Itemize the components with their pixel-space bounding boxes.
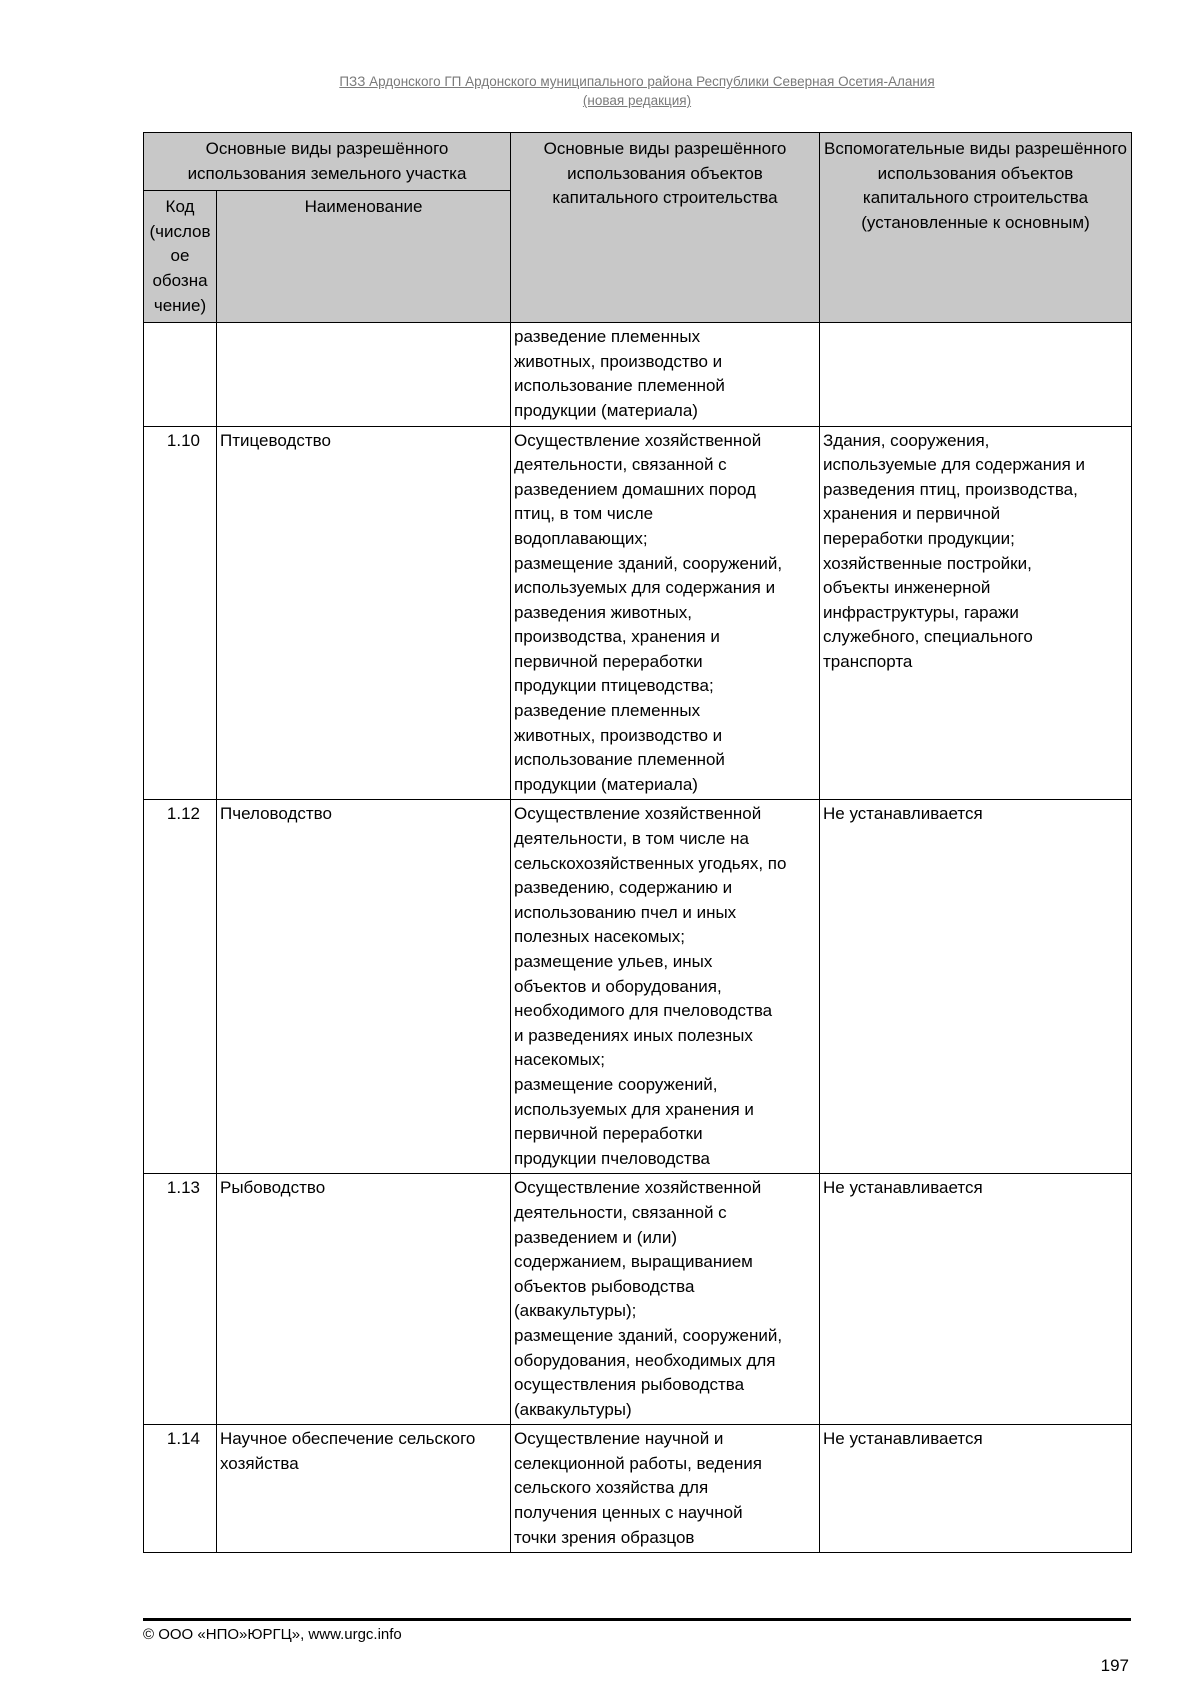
row-aux-uses: Здания, сооружения, используемые для содержания и разведения птиц, производства, хранения и первичной переработки продукции; хозяйственные постройки, объекты инженерной инфраструктуры, гаражи служебного, специального транспорта: [820, 426, 1132, 800]
row-main-uses: Осуществление научной и селекционной работы, ведения сельского хозяйства для получения ценных с научной точки зрения образцов: [511, 1425, 820, 1553]
table-row: [144, 1425, 1132, 1553]
header-main-capital: Основные виды разрешённого использования объектов капитального строительства: [511, 133, 820, 323]
table-row: [144, 426, 1132, 800]
row-main-uses: Осуществление хозяйственной деятельности, в том числе на сельскохозяйственных угодьях, по разведению, содержанию и использованию пчел и иных полезных насекомых; размещение ульев, иных объектов и оборудования, необходимого для пчеловодства и разведениях иных полезных насекомых; размещение сооружений, используемых для хранения и первичной переработки продукции пчеловодства: [511, 800, 820, 1174]
row-name: Рыбоводство: [217, 1174, 511, 1425]
row-main-uses: Осуществление хозяйственной деятельности, связанной с разведением и (или) содержанием, выращиванием объектов рыбоводства (аквакультуры); размещение зданий, сооружений, оборудования, необходимых для осуществления рыбоводства (аквакультуры): [511, 1174, 820, 1425]
page-number: 197: [1100, 1656, 1129, 1675]
row-name: [217, 323, 511, 426]
row-aux-uses: Не устанавливается: [820, 800, 1132, 1174]
header-subtitle: (новая редакция): [582, 93, 692, 108]
document-header: [143, 72, 1131, 110]
row-main-uses: Осуществление хозяйственной деятельности, связанной с разведением домашних пород птиц, в том числе водоплавающих; размещение зданий, сооружений, используемых для содержания и разведения животных, производства, хранения и первичной переработки продукции птицеводства; разведение племенных животных, производство и использование племенной продукции (материала): [511, 426, 820, 800]
row-main-uses: разведение племенных животных, производство и использование племенной продукции (материала): [511, 323, 820, 426]
footer-divider: [143, 1618, 1131, 1621]
row-name: Научное обеспечение сельского хозяйства: [217, 1425, 511, 1553]
table-row: [144, 1174, 1132, 1425]
table-header-row: [144, 133, 1132, 191]
row-code: 1.14: [144, 1425, 217, 1553]
row-aux-uses: Не устанавливается: [820, 1425, 1132, 1553]
header-title: ПЗЗ Ардонского ГП Ардонского муниципального района Республики Северная Осетия-Алания: [339, 74, 935, 89]
row-code: [144, 323, 217, 426]
footer-copyright: © ООО «НПО»ЮРГЦ», www.urgc.info: [143, 1626, 402, 1643]
land-use-table: [143, 132, 1132, 1553]
table-row: [144, 323, 1132, 426]
row-name: Пчеловодство: [217, 800, 511, 1174]
row-code: 1.10: [144, 426, 217, 800]
row-aux-uses: [820, 323, 1132, 426]
table-row: [144, 800, 1132, 1174]
header-land-use-group: Основные виды разрешённого использования земельного участка: [144, 133, 511, 191]
row-code: 1.13: [144, 1174, 217, 1425]
header-name: Наименование: [217, 191, 511, 323]
header-aux-capital: Вспомогательные виды разрешённого использования объектов капитального строительства (установленные к основным): [820, 133, 1132, 323]
row-code: 1.12: [144, 800, 217, 1174]
header-code: Код (числов ое обозна чение): [144, 191, 217, 323]
row-name: Птицеводство: [217, 426, 511, 800]
row-aux-uses: Не устанавливается: [820, 1174, 1132, 1425]
